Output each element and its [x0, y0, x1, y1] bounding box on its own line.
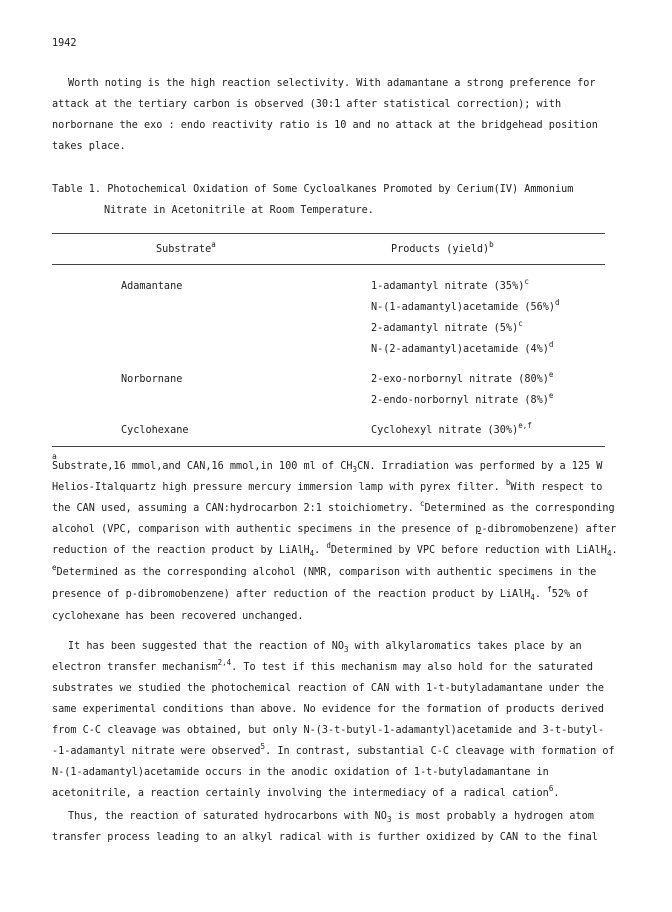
table-cell-product: 1-adamantyl nitrate $(35\%)^c$ — [371, 277, 529, 292]
footnote-line: the CAN used, assuming a CAN:hydrocarbon 2:1 stoichiometry. $^c$Determined as the corresponding — [52, 499, 615, 514]
body-line: It has been suggested that the reaction of $NO_3$ with alkylaromatics takes place by an — [68, 641, 582, 654]
table-header-products: Products (yield)$^b$ — [391, 240, 494, 255]
table-cell-product: N-(2-adamantyl)acetamide $(4\%)^d$ — [371, 340, 554, 355]
body-line: substrates we studied the photochemical reaction of CAN with 1-t-butyladamantane under the — [52, 683, 605, 694]
footnote-line: Helios-Italquartz high pressure mercury immersion lamp with pyrex filter. $^b$With respect to — [52, 478, 603, 493]
body-line: electron transfer mechanism$^{2,4}$. To test if this mechanism may also hold for the saturated — [52, 658, 594, 673]
footnote-line: reduction of the reaction product by LiAlH$_4$. $^d$Determined by VPC before reduction with LiAlH$_4$. — [52, 541, 618, 558]
footnote-line: cyclohexane has been recovered unchanged. — [52, 611, 304, 622]
footnote-line: alcohol (VPC, comparison with authentic specimens in the presence of p-dibromobenzene) after — [52, 524, 617, 535]
table-cell-product: N-(1-adamantyl)acetamide $(56\%)^d$ — [371, 298, 560, 313]
intro-line: Worth noting is the high reaction selectivity. With adamantane a strong preference for — [68, 78, 596, 89]
table-cell-product: 2-exo-norbornyl nitrate $(80\%)^e$ — [371, 370, 554, 385]
body-line: acetonitrile, a reaction certainly involving the intermediacy of a radical cation$^6$. — [52, 784, 560, 799]
footnote-line: $^e$Determined as the corresponding alcohol (NMR, comparison with authentic specimens in the — [52, 563, 597, 578]
table-bottom-rule — [52, 446, 605, 447]
table-cell-substrate: Adamantane — [121, 281, 183, 292]
intro-line: attack at the tertiary carbon is observed (30:1 after statistical correction); with — [52, 99, 562, 110]
body-line: Thus, the reaction of saturated hydrocarbons with $NO_3$ is most probably a hydrogen atom — [68, 811, 594, 824]
body-line: -1-adamantyl nitrate were observed$^5$. In contrast, substantial C-C cleavage with formation of — [52, 742, 615, 757]
table-cell-substrate: Cyclohexane — [121, 425, 189, 436]
body-line: same experimental conditions than above. No evidence for the formation of products derived — [52, 704, 605, 715]
intro-line: norbornane the exo : endo reactivity ratio is 10 and no attack at the bridgehead position — [52, 120, 598, 131]
body-line: transfer process leading to an alkyl radical with is further oxidized by CAN to the final — [52, 832, 598, 843]
page-number: 1942 — [52, 38, 77, 49]
table-caption-cont: Nitrate in Acetonitrile at Room Temperature. — [104, 205, 374, 216]
table-header-substrate: Substrate$^a$ — [156, 240, 216, 255]
intro-line: takes place. — [52, 141, 126, 152]
table-cell-product: 2-endo-norbornyl nitrate $(8\%)^e$ — [371, 391, 554, 406]
footnote-line: presence of p-dibromobenzene) after reduction of the reaction product by LiAlH$_4$. $^f$52% of — [52, 585, 589, 602]
table-cell-product: Cyclohexyl nitrate $(30\%)^{e,f}$ — [371, 421, 532, 436]
table-caption: Table 1. Photochemical Oxidation of Some Cycloalkanes Promoted by Cerium(IV) Ammonium — [52, 184, 574, 195]
table-cell-product: 2-adamantyl nitrate $(5\%)^c$ — [371, 319, 523, 334]
footnote-mark: a — [52, 452, 57, 461]
footnote-line: Substrate,16 mmol,and CAN,16 mmol,in 100 ml of $CH_3CN$. Irradiation was performed by a 125 W — [52, 461, 603, 474]
table-top-rule — [52, 233, 605, 234]
body-line: from C-C cleavage was obtained, but only N-(3-t-butyl-1-adamantyl)acetamide and 3-t-butyl- — [52, 725, 605, 736]
table-header-rule — [52, 264, 605, 265]
table-cell-substrate: Norbornane — [121, 374, 183, 385]
body-line: N-(1-adamantyl)acetamide occurs in the anodic oxidation of 1-t-butyladamantane in — [52, 767, 549, 778]
